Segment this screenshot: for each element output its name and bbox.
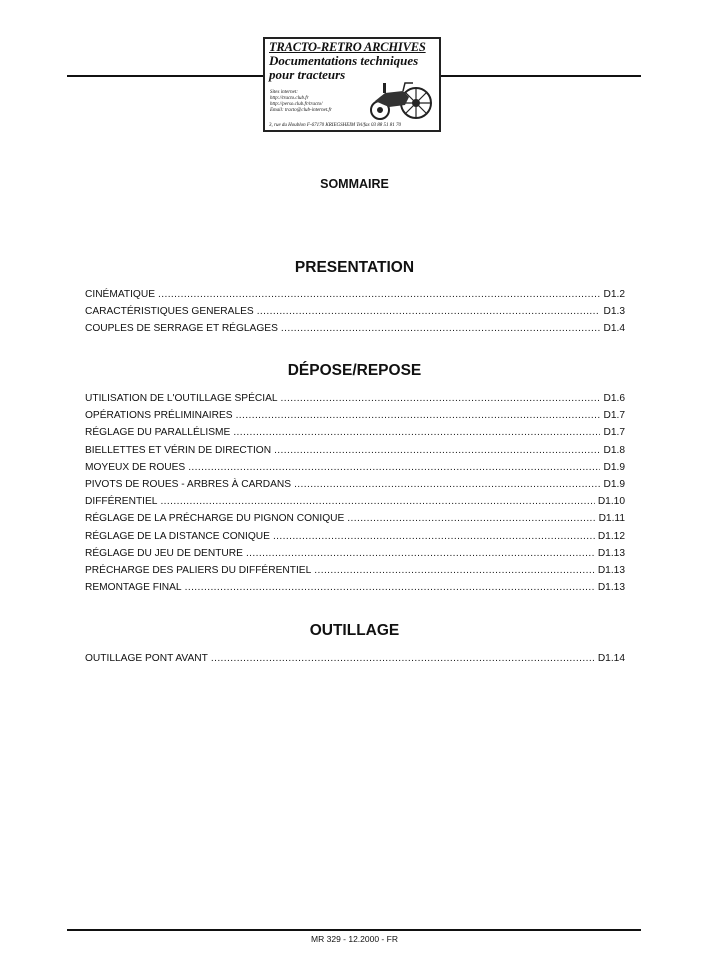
toc-entry[interactable]: REMONTAGE FINAL ..... D1.13 bbox=[85, 582, 625, 599]
toc-entry[interactable]: BIELLETTES ET VÉRIN DE DIRECTION ..... D1.8 bbox=[85, 445, 625, 462]
header-rule-right bbox=[440, 75, 641, 77]
toc-entry[interactable]: RÉGLAGE DU JEU DE DENTURE ..... D1.13 bbox=[85, 548, 625, 565]
logo-address: 3, rue du Houblon F-67170 KRIEGSHEIM Tel/fax 03 88 51 81 70 bbox=[269, 123, 402, 128]
footer-rule bbox=[67, 929, 641, 931]
footer-reference: MR 329 - 12.2000 - FR bbox=[311, 934, 398, 944]
tractor-icon bbox=[365, 79, 435, 121]
toc-entry[interactable]: CARACTÉRISTIQUES GENERALES ..... D1.3 bbox=[85, 306, 625, 323]
toc-entry[interactable]: COUPLES DE SERRAGE ET RÉGLAGES ..... D1.4 bbox=[85, 323, 625, 340]
logo-title: TRACTO-RETRO ARCHIVES bbox=[269, 40, 426, 54]
toc-depose-repose bbox=[85, 393, 625, 599]
toc-presentation bbox=[85, 289, 625, 341]
section-title-outillage: OUTILLAGE bbox=[309, 622, 400, 639]
header-rule-left bbox=[67, 75, 264, 77]
toc-entry[interactable]: UTILISATION DE L'OUTILLAGE SPÉCIAL ..... D1.6 bbox=[85, 393, 625, 410]
toc-entry[interactable]: PIVOTS DE ROUES - ARBRES À CARDANS ..... D1.9 bbox=[85, 479, 625, 496]
sommaire-heading: SOMMAIRE bbox=[320, 177, 389, 191]
toc-entry[interactable]: MOYEUX DE ROUES ..... D1.9 bbox=[85, 462, 625, 479]
section-title-presentation: PRESENTATION bbox=[294, 259, 415, 276]
toc-entry[interactable]: PRÉCHARGE DES PALIERS DU DIFFÉRENTIEL ..... D1.13 bbox=[85, 565, 625, 582]
toc-outillage bbox=[85, 653, 625, 670]
section-title-depose-repose: DÉPOSE/REPOSE bbox=[287, 362, 422, 379]
toc-entry[interactable]: CINÉMATIQUE ..... D1.2 bbox=[85, 289, 625, 306]
toc-entry[interactable]: RÉGLAGE DE LA DISTANCE CONIQUE ..... D1.12 bbox=[85, 531, 625, 548]
toc-entry[interactable]: OUTILLAGE PONT AVANT ..... D1.14 bbox=[85, 653, 625, 670]
logo-contact: Sites internet: http://tracto.club.fr http://perso.club.fr/tracto/ Email: tracto@club-internet.fr bbox=[270, 90, 332, 113]
archive-logo bbox=[263, 37, 441, 132]
toc-entry[interactable]: DIFFÉRENTIEL ..... D1.10 bbox=[85, 496, 625, 513]
logo-subtitle: Documentations techniques pour tracteurs bbox=[269, 53, 419, 82]
toc-entry[interactable]: RÉGLAGE DU PARALLÉLISME ..... D1.7 bbox=[85, 427, 625, 444]
toc-entry[interactable]: RÉGLAGE DE LA PRÉCHARGE DU PIGNON CONIQUE ..... D1.11 bbox=[85, 513, 625, 530]
toc-entry[interactable]: OPÉRATIONS PRÉLIMINAIRES ..... D1.7 bbox=[85, 410, 625, 427]
